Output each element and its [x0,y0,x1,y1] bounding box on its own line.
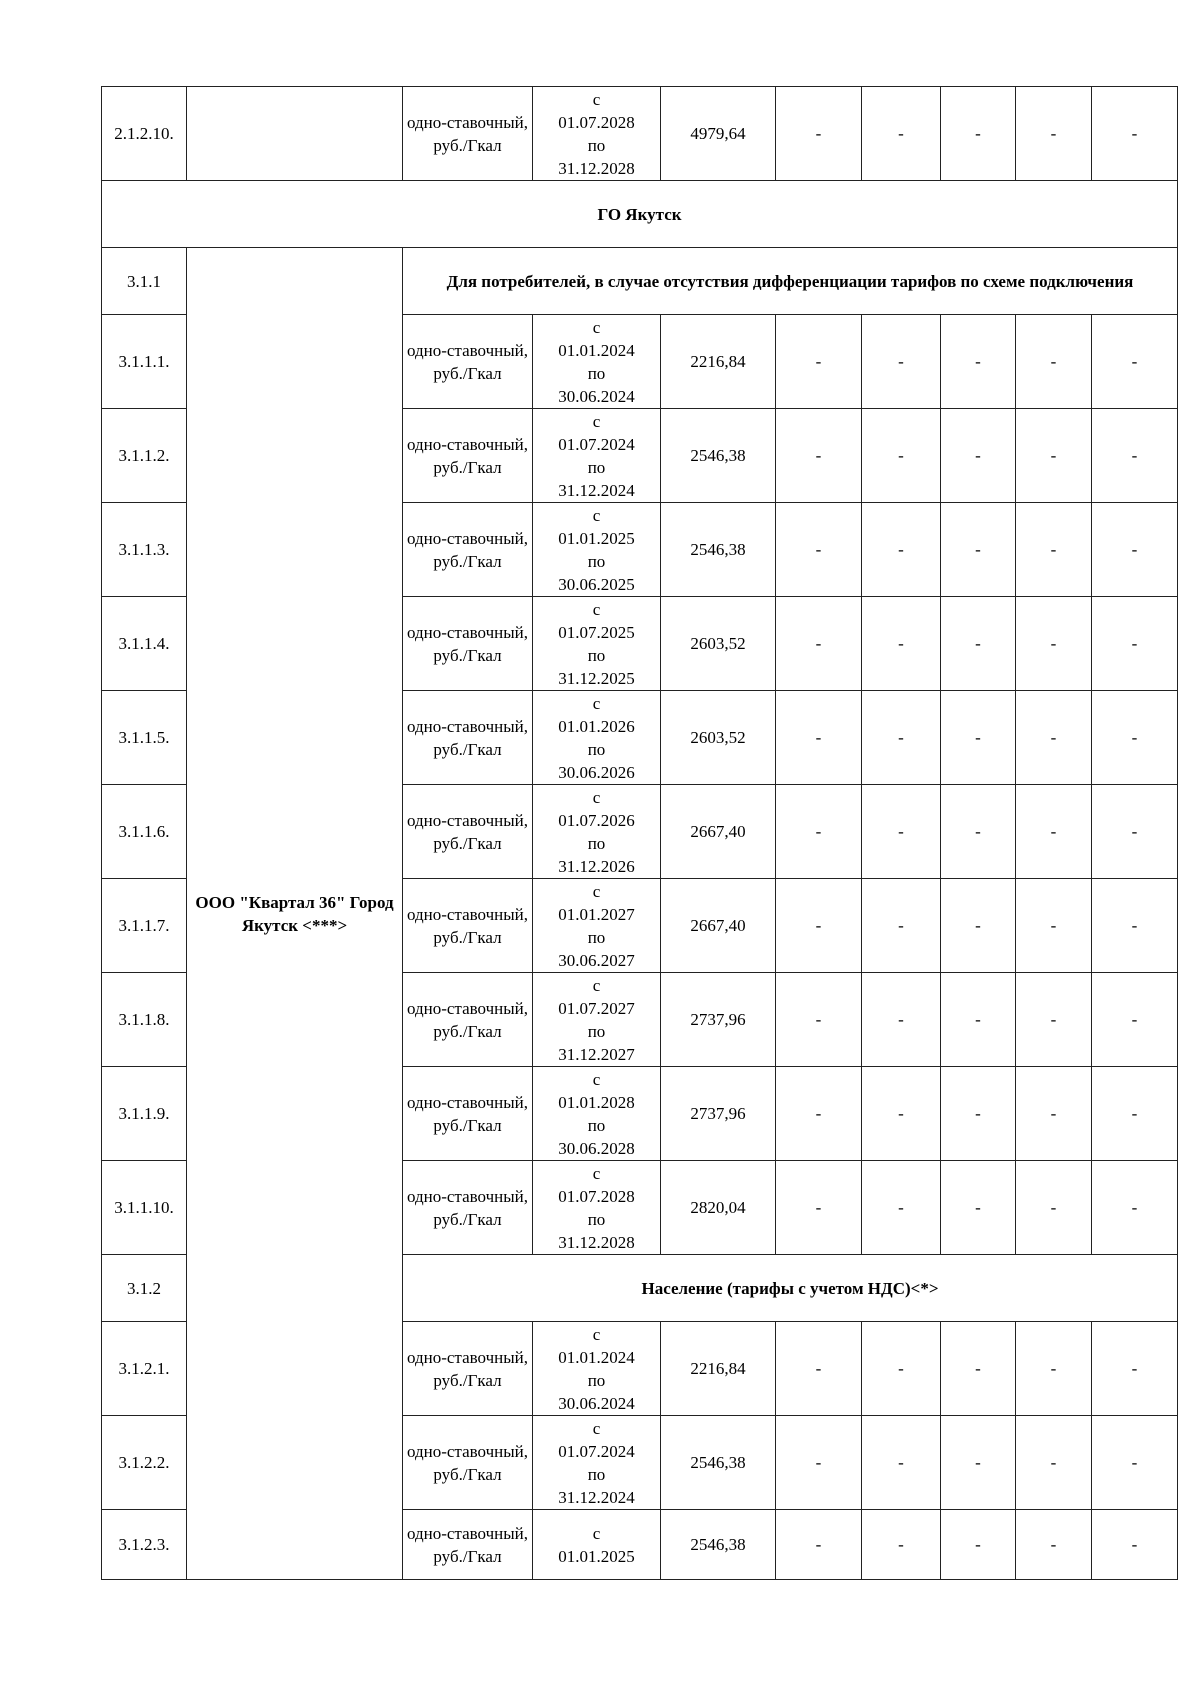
tariff-type: одно-ставочный, руб./Гкал [403,597,533,691]
dash-cell: - [941,1416,1016,1510]
period-line: 31.12.2024 [558,480,635,500]
period-line: по [587,1209,606,1229]
dash-cell: - [776,1510,862,1580]
period-cell [533,503,661,597]
row-number: 3.1.2.2. [102,1416,187,1510]
dash-cell: - [862,1322,941,1416]
period-cell [533,1322,661,1416]
dash-cell: - [862,785,941,879]
dash-cell: - [776,785,862,879]
period-cell [533,1510,661,1580]
dash-cell: - [1016,1510,1092,1580]
period-cell [533,1416,661,1510]
period-line: с [592,975,601,995]
period-line: по [587,1464,606,1484]
period-line: с [592,411,601,431]
dash-cell: - [1092,315,1178,409]
dash-cell: - [941,973,1016,1067]
period-line: с [592,881,601,901]
period-line: 01.07.2028 [558,112,635,132]
period-line: 30.06.2024 [558,386,635,406]
row-number: 3.1.1.4. [102,597,187,691]
dash-cell: - [862,87,941,181]
table-row [102,87,1178,181]
dash-cell: - [862,597,941,691]
tariff-type: одно-ставочный, руб./Гкал [403,973,533,1067]
row-number: 3.1.2.3. [102,1510,187,1580]
period-line: по [587,457,606,477]
dash-cell: - [1092,1322,1178,1416]
dash-cell: - [1092,409,1178,503]
tariff-type: одно-ставочный, руб./Гкал [403,1067,533,1161]
row-number: 3.1.2.1. [102,1322,187,1416]
period-line: по [587,1021,606,1041]
period-line: 31.12.2028 [558,1232,635,1252]
section-heading: Для потребителей, в случае отсутствия дифференциации тарифов по схеме подключения [403,248,1178,315]
period-cell [533,87,661,181]
tariff-value: 2667,40 [661,785,776,879]
period-line: 01.01.2024 [558,340,635,360]
tariff-value: 2546,38 [661,1510,776,1580]
row-number: 3.1.1.9. [102,1067,187,1161]
dash-cell: - [862,1510,941,1580]
region-row [102,181,1178,248]
period-cell [533,597,661,691]
dash-cell: - [1016,1161,1092,1255]
row-number: 3.1.2 [102,1255,187,1322]
tariff-value: 2737,96 [661,973,776,1067]
tariff-value: 2667,40 [661,879,776,973]
period-line: с [592,1523,601,1543]
period-line: с [592,1418,601,1438]
dash-cell: - [1092,973,1178,1067]
tariff-type: одно-ставочный, руб./Гкал [403,1322,533,1416]
period-line: по [587,927,606,947]
dash-cell: - [776,409,862,503]
dash-cell: - [862,1067,941,1161]
tariff-type: одно-ставочный, руб./Гкал [403,87,533,181]
period-line: 01.07.2024 [558,1441,635,1461]
dash-cell: - [862,409,941,503]
dash-cell: - [941,1067,1016,1161]
period-line: с [592,1324,601,1344]
period-line: 31.12.2028 [558,158,635,178]
period-line: с [592,787,601,807]
period-cell [533,879,661,973]
organization-cell-empty [187,87,403,181]
period-line: 01.01.2028 [558,1092,635,1112]
period-line: по [587,739,606,759]
dash-cell: - [941,87,1016,181]
dash-cell: - [941,409,1016,503]
tariff-value: 2603,52 [661,597,776,691]
period-line: 01.01.2025 [558,528,635,548]
dash-cell: - [1092,785,1178,879]
tariff-type: одно-ставочный, руб./Гкал [403,691,533,785]
period-line: по [587,363,606,383]
dash-cell: - [776,87,862,181]
period-line: по [587,551,606,571]
dash-cell: - [862,315,941,409]
dash-cell: - [776,691,862,785]
period-line: по [587,833,606,853]
tariff-type: одно-ставочный, руб./Гкал [403,1161,533,1255]
period-cell [533,315,661,409]
dash-cell: - [862,1161,941,1255]
tariff-type: одно-ставочный, руб./Гкал [403,785,533,879]
period-line: по [587,135,606,155]
period-line: 01.01.2025 [558,1546,635,1566]
tariff-type: одно-ставочный, руб./Гкал [403,315,533,409]
period-cell [533,973,661,1067]
period-line: 01.07.2028 [558,1186,635,1206]
period-line: 01.07.2026 [558,810,635,830]
tariff-table [101,86,1178,1580]
organization-name: ООО "Квартал 36" Город Якутск <***> [187,248,403,1580]
table-body [102,87,1178,1580]
section-heading: Население (тарифы с учетом НДС)<*> [403,1255,1178,1322]
dash-cell: - [1016,409,1092,503]
period-line: 01.07.2027 [558,998,635,1018]
period-line: 31.12.2025 [558,668,635,688]
dash-cell: - [776,879,862,973]
tariff-type: одно-ставочный, руб./Гкал [403,503,533,597]
tariff-value: 2737,96 [661,1067,776,1161]
dash-cell: - [941,785,1016,879]
dash-cell: - [1016,879,1092,973]
period-line: 01.07.2025 [558,622,635,642]
period-line: 31.12.2027 [558,1044,635,1064]
period-cell [533,1067,661,1161]
dash-cell: - [862,879,941,973]
dash-cell: - [1016,315,1092,409]
period-line: по [587,1370,606,1390]
dash-cell: - [941,503,1016,597]
tariff-value: 2216,84 [661,315,776,409]
dash-cell: - [776,973,862,1067]
period-line: 01.01.2024 [558,1347,635,1367]
tariff-value: 2603,52 [661,691,776,785]
dash-cell: - [862,973,941,1067]
row-number: 3.1.1.6. [102,785,187,879]
row-number: 3.1.1.7. [102,879,187,973]
period-line: с [592,1069,601,1089]
dash-cell: - [1016,785,1092,879]
period-line: 30.06.2024 [558,1393,635,1413]
dash-cell: - [941,1322,1016,1416]
dash-cell: - [776,1322,862,1416]
tariff-value: 4979,64 [661,87,776,181]
dash-cell: - [1016,1067,1092,1161]
period-line: по [587,645,606,665]
dash-cell: - [862,503,941,597]
period-line: с [592,599,601,619]
dash-cell: - [1016,973,1092,1067]
dash-cell: - [1092,691,1178,785]
row-number: 3.1.1.5. [102,691,187,785]
period-line: с [592,317,601,337]
dash-cell: - [1016,1322,1092,1416]
period-cell [533,785,661,879]
tariff-value: 2546,38 [661,1416,776,1510]
tariff-value: 2546,38 [661,409,776,503]
row-number: 3.1.1.10. [102,1161,187,1255]
dash-cell: - [1016,691,1092,785]
period-line: с [592,89,601,109]
dash-cell: - [941,1161,1016,1255]
dash-cell: - [941,315,1016,409]
dash-cell: - [776,597,862,691]
dash-cell: - [776,503,862,597]
period-line: с [592,1163,601,1183]
dash-cell: - [1092,1161,1178,1255]
period-line: с [592,505,601,525]
period-line: 30.06.2027 [558,950,635,970]
row-number: 3.1.1 [102,248,187,315]
dash-cell: - [1016,597,1092,691]
region-heading: ГО Якутск [102,181,1178,248]
row-number: 3.1.1.2. [102,409,187,503]
dash-cell: - [776,1161,862,1255]
period-cell [533,1161,661,1255]
tariff-value: 2546,38 [661,503,776,597]
tariff-type: одно-ставочный, руб./Гкал [403,409,533,503]
tariff-value: 2820,04 [661,1161,776,1255]
period-line: 01.07.2024 [558,434,635,454]
row-number: 3.1.1.3. [102,503,187,597]
dash-cell: - [941,597,1016,691]
dash-cell: - [941,691,1016,785]
period-line: 01.01.2027 [558,904,635,924]
dash-cell: - [1016,1416,1092,1510]
tariff-type: одно-ставочный, руб./Гкал [403,1510,533,1580]
period-line: с [592,693,601,713]
period-line: 31.12.2026 [558,856,635,876]
dash-cell: - [1016,503,1092,597]
dash-cell: - [1092,1067,1178,1161]
period-line: 30.06.2025 [558,574,635,594]
dash-cell: - [1092,503,1178,597]
tariff-type: одно-ставочный, руб./Гкал [403,1416,533,1510]
dash-cell: - [776,1416,862,1510]
period-line: 01.01.2026 [558,716,635,736]
period-line: 31.12.2024 [558,1487,635,1507]
section-row [102,248,1178,315]
dash-cell: - [1092,1416,1178,1510]
period-line: 30.06.2026 [558,762,635,782]
period-cell [533,691,661,785]
dash-cell: - [776,1067,862,1161]
dash-cell: - [1092,597,1178,691]
dash-cell: - [1092,87,1178,181]
dash-cell: - [1092,1510,1178,1580]
dash-cell: - [1016,87,1092,181]
dash-cell: - [941,1510,1016,1580]
dash-cell: - [941,879,1016,973]
dash-cell: - [776,315,862,409]
row-number: 3.1.1.1. [102,315,187,409]
tariff-type: одно-ставочный, руб./Гкал [403,879,533,973]
period-line: по [587,1115,606,1135]
period-line: 30.06.2028 [558,1138,635,1158]
row-number: 2.1.2.10. [102,87,187,181]
row-number: 3.1.1.8. [102,973,187,1067]
period-cell [533,409,661,503]
tariff-value: 2216,84 [661,1322,776,1416]
dash-cell: - [862,691,941,785]
dash-cell: - [862,1416,941,1510]
dash-cell: - [1092,879,1178,973]
